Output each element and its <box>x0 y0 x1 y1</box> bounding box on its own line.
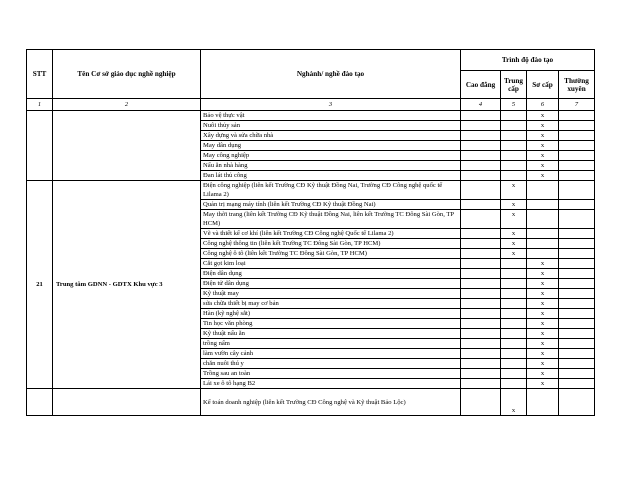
trung-cap-mark <box>501 151 527 161</box>
program-name: làm vườn cây cảnh <box>201 349 461 359</box>
header-level-group: Trình độ đào tạo <box>461 50 595 71</box>
trung-cap-mark: x <box>501 181 527 200</box>
table-row <box>27 389 595 416</box>
cao-dang-mark <box>461 239 501 249</box>
cao-dang-mark <box>461 279 501 289</box>
program-name: Đan lát thủ công <box>201 171 461 181</box>
cao-dang-mark <box>461 369 501 379</box>
header-stt: STT <box>27 50 53 99</box>
program-name: Nuôi thủy sản <box>201 121 461 131</box>
thuong-xuyen-mark <box>559 349 595 359</box>
so-cap-mark: x <box>527 269 559 279</box>
program-name: Tin học văn phòng <box>201 319 461 329</box>
thuong-xuyen-mark <box>559 309 595 319</box>
trung-cap-mark <box>501 359 527 369</box>
training-table <box>26 49 595 416</box>
header-program: Nghành/ nghề đào tạo <box>201 50 461 99</box>
thuong-xuyen-mark <box>559 389 595 416</box>
header-cao-dang: Cao đẳng <box>461 71 501 99</box>
cao-dang-mark <box>461 171 501 181</box>
program-name: Trồng sau an toàn <box>201 369 461 379</box>
program-name: Kế toán doanh nghiệp (liên kết Trường CĐ Công nghệ và Kỹ thuật Bảo Lộc) <box>201 389 461 416</box>
trung-cap-mark <box>501 349 527 359</box>
thuong-xuyen-mark <box>559 121 595 131</box>
cao-dang-mark <box>461 200 501 210</box>
trung-cap-mark: x <box>501 239 527 249</box>
cao-dang-mark <box>461 269 501 279</box>
thuong-xuyen-mark <box>559 359 595 369</box>
cao-dang-mark <box>461 161 501 171</box>
trung-cap-mark <box>501 309 527 319</box>
thuong-xuyen-mark <box>559 229 595 239</box>
thuong-xuyen-mark <box>559 369 595 379</box>
trung-cap-mark <box>501 299 527 309</box>
document-page <box>26 49 594 416</box>
cao-dang-mark <box>461 359 501 369</box>
cao-dang-mark <box>461 329 501 339</box>
header-thuong-xuyen: Thường xuyên <box>559 71 595 99</box>
cao-dang-mark <box>461 309 501 319</box>
stt-cell-next <box>27 389 53 416</box>
thuong-xuyen-mark <box>559 339 595 349</box>
cao-dang-mark <box>461 121 501 131</box>
cao-dang-mark <box>461 151 501 161</box>
so-cap-mark <box>527 229 559 239</box>
thuong-xuyen-mark <box>559 379 595 389</box>
thuong-xuyen-mark <box>559 200 595 210</box>
cao-dang-mark <box>461 339 501 349</box>
table-row <box>27 111 595 121</box>
program-name: Quản trị mạng máy tính (liên kết Trường CĐ Kỹ thuật Đồng Nai) <box>201 200 461 210</box>
trung-cap-mark <box>501 279 527 289</box>
program-name: Bảo vệ thực vật <box>201 111 461 121</box>
column-number: 3 <box>201 99 461 111</box>
so-cap-mark: x <box>527 379 559 389</box>
trung-cap-mark <box>501 329 527 339</box>
table-row <box>27 181 595 200</box>
thuong-xuyen-mark <box>559 131 595 141</box>
institution-cell-next <box>53 389 201 416</box>
program-name: trồng nấm <box>201 339 461 349</box>
thuong-xuyen-mark <box>559 279 595 289</box>
so-cap-mark <box>527 210 559 229</box>
cao-dang-mark <box>461 210 501 229</box>
cao-dang-mark <box>461 181 501 200</box>
unit-stt: 21 <box>27 181 53 389</box>
program-name: Công nghệ thông tin (liên kết Trường TC Đông Sài Gòn, TP HCM) <box>201 239 461 249</box>
trung-cap-mark: x <box>501 229 527 239</box>
column-number: 6 <box>527 99 559 111</box>
so-cap-mark: x <box>527 349 559 359</box>
cao-dang-mark <box>461 289 501 299</box>
program-name: Nấu ăn nhà hàng <box>201 161 461 171</box>
thuong-xuyen-mark <box>559 289 595 299</box>
so-cap-mark: x <box>527 369 559 379</box>
so-cap-mark: x <box>527 329 559 339</box>
so-cap-mark <box>527 239 559 249</box>
trung-cap-mark <box>501 121 527 131</box>
program-name: May dân dụng <box>201 141 461 151</box>
program-name: May công nghiệp <box>201 151 461 161</box>
so-cap-mark: x <box>527 171 559 181</box>
header-institution: Tên Cơ sở giáo dục nghề nghiệp <box>53 50 201 99</box>
program-name: Điện dân dụng <box>201 269 461 279</box>
so-cap-mark: x <box>527 299 559 309</box>
column-number: 1 <box>27 99 53 111</box>
trung-cap-mark: x <box>501 389 527 416</box>
cao-dang-mark <box>461 389 501 416</box>
trung-cap-mark <box>501 339 527 349</box>
program-name: Cắt gọt kim loại <box>201 259 461 269</box>
so-cap-mark: x <box>527 309 559 319</box>
cao-dang-mark <box>461 111 501 121</box>
institution-cell-prev <box>53 111 201 181</box>
trung-cap-mark <box>501 269 527 279</box>
so-cap-mark: x <box>527 121 559 131</box>
thuong-xuyen-mark <box>559 161 595 171</box>
trung-cap-mark <box>501 141 527 151</box>
so-cap-mark <box>527 181 559 200</box>
thuong-xuyen-mark <box>559 111 595 121</box>
header-so-cap: Sơ cấp <box>527 71 559 99</box>
program-name: Điện công nghiệp (liên kết Trường CĐ Kỹ thuật Đồng Nai, Trường CĐ Công nghệ quốc tế Lilama 2) <box>201 181 461 200</box>
trung-cap-mark <box>501 369 527 379</box>
cao-dang-mark <box>461 319 501 329</box>
program-name: Xây dựng và sửa chữa nhà <box>201 131 461 141</box>
thuong-xuyen-mark <box>559 210 595 229</box>
cao-dang-mark <box>461 349 501 359</box>
thuong-xuyen-mark <box>559 239 595 249</box>
so-cap-mark <box>527 200 559 210</box>
so-cap-mark: x <box>527 279 559 289</box>
trung-cap-mark <box>501 111 527 121</box>
unit-name: Trung tâm GDNN - GDTX Khu vực 3 <box>53 181 201 389</box>
program-name: Kỹ thuật nấu ăn <box>201 329 461 339</box>
program-name: Kỹ thuật may <box>201 289 461 299</box>
cao-dang-mark <box>461 141 501 151</box>
cao-dang-mark <box>461 379 501 389</box>
program-name: Điện tử dân dụng <box>201 279 461 289</box>
so-cap-mark: x <box>527 289 559 299</box>
so-cap-mark: x <box>527 161 559 171</box>
cao-dang-mark <box>461 229 501 239</box>
so-cap-mark: x <box>527 131 559 141</box>
program-name: Hàn (kỹ nghệ sắt) <box>201 309 461 319</box>
column-number: 7 <box>559 99 595 111</box>
program-name: Công nghệ ô tô (liên kết Trường TC Đông Sài Gòn, TP HCM) <box>201 249 461 259</box>
column-number: 2 <box>53 99 201 111</box>
so-cap-mark: x <box>527 151 559 161</box>
so-cap-mark: x <box>527 141 559 151</box>
thuong-xuyen-mark <box>559 151 595 161</box>
thuong-xuyen-mark <box>559 329 595 339</box>
so-cap-mark: x <box>527 259 559 269</box>
cao-dang-mark <box>461 131 501 141</box>
trung-cap-mark: x <box>501 249 527 259</box>
thuong-xuyen-mark <box>559 259 595 269</box>
thuong-xuyen-mark <box>559 249 595 259</box>
column-number: 4 <box>461 99 501 111</box>
thuong-xuyen-mark <box>559 299 595 309</box>
thuong-xuyen-mark <box>559 181 595 200</box>
trung-cap-mark <box>501 161 527 171</box>
program-name: Vẽ và thiết kế cơ khí (liên kết Trường CĐ Công nghệ Quốc tế Lilama 2) <box>201 229 461 239</box>
program-name: May thời trang (liên kết Trường CĐ Kỹ thuật Đồng Nai, liên kết Trường TC Đông Sài Gòn, TP HCM) <box>201 210 461 229</box>
so-cap-mark: x <box>527 339 559 349</box>
trung-cap-mark <box>501 259 527 269</box>
trung-cap-mark <box>501 131 527 141</box>
cao-dang-mark <box>461 259 501 269</box>
trung-cap-mark <box>501 171 527 181</box>
thuong-xuyen-mark <box>559 319 595 329</box>
program-name: Lái xe ô tô hạng B2 <box>201 379 461 389</box>
trung-cap-mark: x <box>501 210 527 229</box>
trung-cap-mark: x <box>501 200 527 210</box>
thuong-xuyen-mark <box>559 171 595 181</box>
cao-dang-mark <box>461 249 501 259</box>
so-cap-mark: x <box>527 359 559 369</box>
so-cap-mark: x <box>527 319 559 329</box>
thuong-xuyen-mark <box>559 269 595 279</box>
trung-cap-mark <box>501 319 527 329</box>
so-cap-mark: x <box>527 111 559 121</box>
cao-dang-mark <box>461 299 501 309</box>
column-number: 5 <box>501 99 527 111</box>
trung-cap-mark <box>501 289 527 299</box>
header-trung-cap: Trung cấp <box>501 71 527 99</box>
program-name: chăn nuôi thú y <box>201 359 461 369</box>
thuong-xuyen-mark <box>559 141 595 151</box>
trung-cap-mark <box>501 379 527 389</box>
so-cap-mark <box>527 249 559 259</box>
stt-cell-prev <box>27 111 53 181</box>
so-cap-mark <box>527 389 559 416</box>
program-name: sửa chữa thiết bị may cơ bản <box>201 299 461 309</box>
